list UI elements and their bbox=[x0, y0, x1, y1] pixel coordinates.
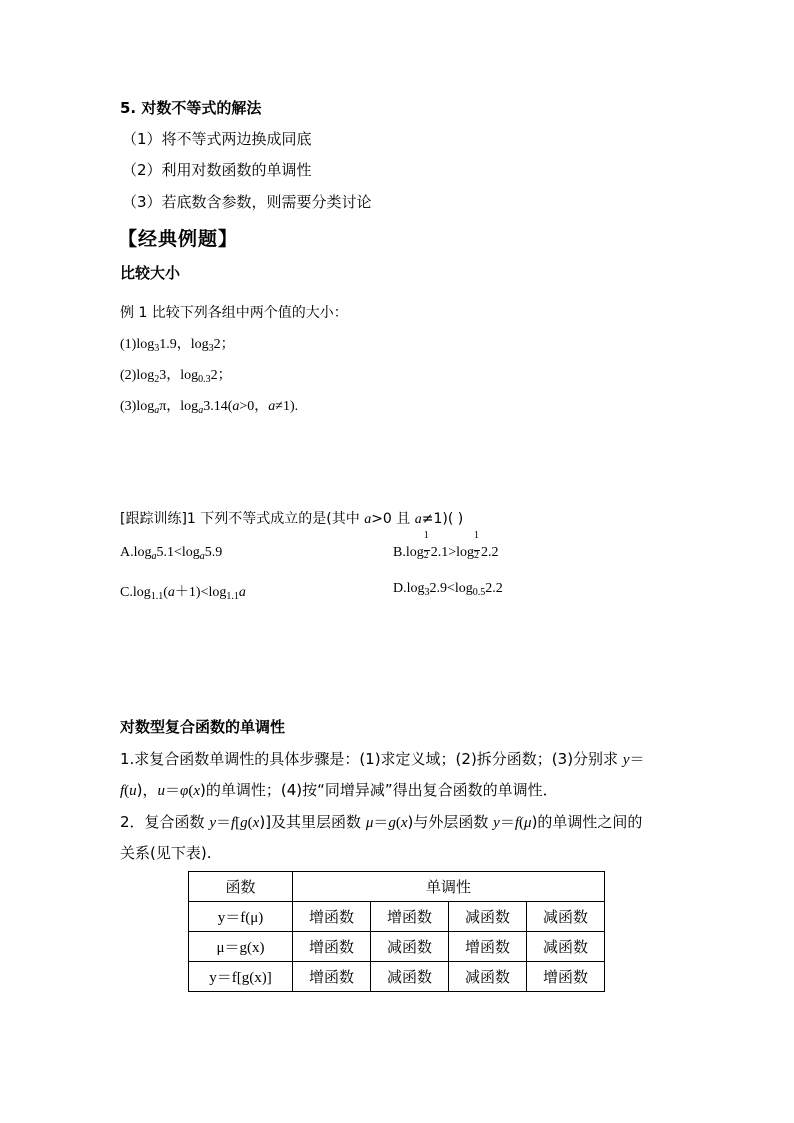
practice-stem: [跟踪训练]1 下列不等式成立的是(其中 a>0 且 a≠1)( ) bbox=[120, 511, 464, 527]
fraction-half: $\frac{1}{2}$ bbox=[474, 530, 480, 561]
table-header-cell: 函数 bbox=[189, 872, 293, 902]
classic-examples-title: 【经典例题】 bbox=[118, 228, 239, 250]
example-item-1: $(1)\log_31.9$，$\log_32$； bbox=[120, 337, 235, 354]
table-header-cell: 单调性 bbox=[293, 872, 605, 902]
step-item: （1）将不等式两边换成同底 bbox=[122, 130, 312, 148]
table-cell: 减函数 bbox=[449, 902, 527, 932]
row-label: y＝f[g(x)] bbox=[189, 962, 293, 992]
option-c: $C.\log_{1.1}(a+1)<\log_{1.1}a$ bbox=[120, 585, 246, 602]
composite-heading: 对数型复合函数的单调性 bbox=[120, 718, 286, 736]
row-label: μ＝g(x) bbox=[189, 932, 293, 962]
composite-paragraph-1-cont: f(u)，u＝φ(x)的单调性；(4)按“同增异减”得出复合函数的单调性． bbox=[120, 781, 558, 799]
step-item: （2）利用对数函数的单调性 bbox=[122, 161, 312, 179]
section-heading: 5. 对数不等式的解法 bbox=[120, 99, 262, 117]
table-cell: 增函数 bbox=[449, 932, 527, 962]
row-label: y＝f(μ) bbox=[189, 902, 293, 932]
composite-paragraph-2: 2．复合函数 y＝f[g(x)]及其里层函数 μ＝g(x)与外层函数 y＝f(μ)的单调性之间的 bbox=[120, 813, 643, 831]
table-header-row bbox=[189, 872, 605, 902]
table-cell: 减函数 bbox=[449, 962, 527, 992]
table-cell: 增函数 bbox=[293, 902, 371, 932]
compare-heading: 比较大小 bbox=[120, 264, 181, 282]
option-b: B.log $\frac{1}{2}$ 2.1>log $\frac{1}{2}$ 2.2 bbox=[393, 530, 499, 561]
table-cell: 减函数 bbox=[371, 962, 449, 992]
table-cell: 增函数 bbox=[527, 962, 605, 992]
composite-paragraph-1: 1.求复合函数单调性的具体步骤是：(1)求定义域；(2)拆分函数；(3)分别求 y＝ bbox=[120, 750, 645, 768]
option-a: $A.\log_a5.1<\log_a5.9$ bbox=[120, 545, 223, 562]
table-cell: 减函数 bbox=[527, 932, 605, 962]
option-d: $D.\log_32.9<\log_{0.5}2.2$ bbox=[393, 581, 503, 598]
table-cell: 增函数 bbox=[293, 932, 371, 962]
table-cell: 增函数 bbox=[371, 902, 449, 932]
example-item-2: $(2)\log_23$，$\log_{0.3}2$； bbox=[120, 368, 232, 385]
table-cell: 减函数 bbox=[371, 932, 449, 962]
composite-paragraph-2-cont: 关系(见下表). bbox=[120, 844, 212, 862]
table-cell: 减函数 bbox=[527, 902, 605, 932]
table-row bbox=[189, 932, 605, 962]
example-intro: 例 1 比较下列各组中两个值的大小： bbox=[120, 305, 348, 321]
step-item: （3）若底数含参数，则需要分类讨论 bbox=[122, 193, 372, 211]
monotonicity-table bbox=[188, 871, 605, 992]
table-row bbox=[189, 902, 605, 932]
table-cell: 增函数 bbox=[293, 962, 371, 992]
table-row bbox=[189, 962, 605, 992]
example-item-3: $(3)\log_a\pi$，$\log_a3.14(a>0$，a≠1). bbox=[120, 399, 299, 416]
fraction-half: $\frac{1}{2}$ bbox=[423, 530, 429, 561]
